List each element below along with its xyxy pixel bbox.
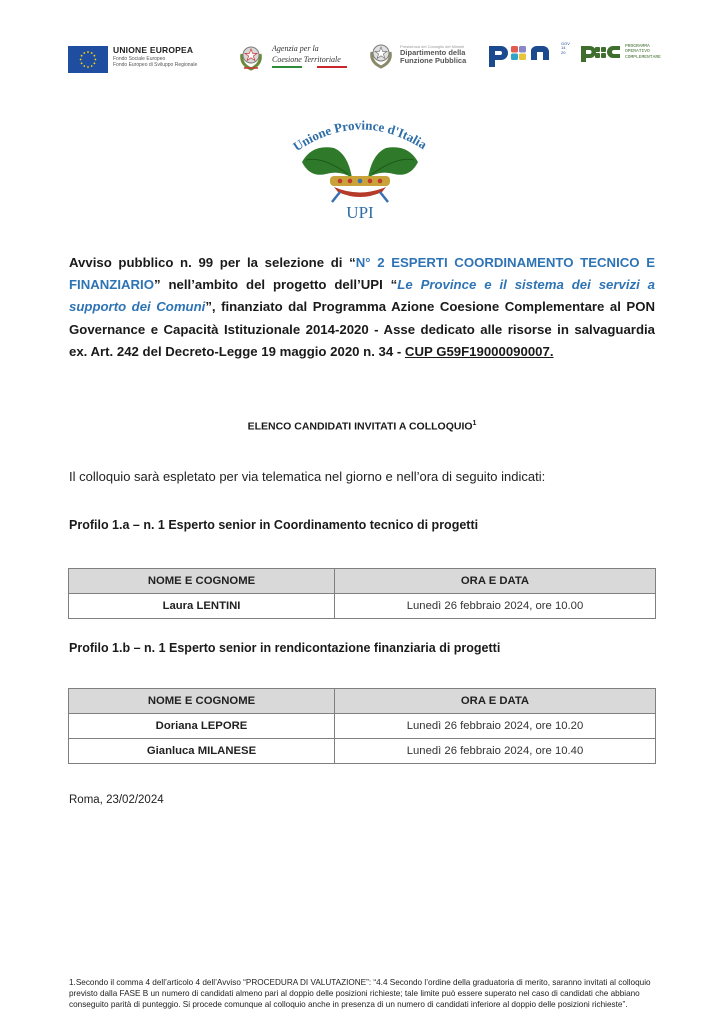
italian-republic-emblem-icon xyxy=(368,40,394,70)
dfp-line-2: Funzione Pubblica xyxy=(400,56,467,66)
position-title: N° 2 ESPERTI COORDINAMENTO TECNICO E FINANZIARIO xyxy=(69,255,655,293)
agency-line-2: Coesione Territoriale xyxy=(272,55,341,64)
column-header-datetime: ORA E DATA xyxy=(335,689,656,714)
interview-datetime: Lunedì 26 febbraio 2024, ore 10.40 xyxy=(335,739,656,764)
column-header-name: NOME E COGNOME xyxy=(69,569,335,594)
profile-1b-title: Profilo 1.b – n. 1 Esperto senior in rendicontazione finanziaria di progetti xyxy=(69,641,501,655)
profile-1b-table xyxy=(68,688,656,764)
footnote-reference[interactable]: 1 xyxy=(472,420,477,427)
interview-datetime: Lunedì 26 febbraio 2024, ore 10.20 xyxy=(335,714,656,739)
intro-text-1: Avviso pubblico n. 99 per la selezione di “ xyxy=(69,255,356,270)
candidate-name: Gianluca MILANESE xyxy=(69,739,335,764)
eu-title: UNIONE EUROPEA xyxy=(113,45,194,55)
table-row xyxy=(69,594,656,619)
profile-1a-title: Profilo 1.a – n. 1 Esperto senior in Coordinamento tecnico di progetti xyxy=(69,518,479,532)
italian-republic-emblem-icon xyxy=(238,42,264,72)
section-title xyxy=(0,420,724,433)
tricolor-bar xyxy=(272,66,347,68)
candidate-name: Laura LENTINI xyxy=(69,594,335,619)
agency-line-1: Agenzia per la xyxy=(272,44,319,53)
intro-text-2: ” nell’ambito del progetto dell’UPI “ xyxy=(153,277,398,293)
table-row xyxy=(69,739,656,764)
pon-logo xyxy=(487,42,557,68)
lead-text: Il colloquio sarà espletato per via telematica nel giorno e nell’ora di seguito indicati: xyxy=(69,469,546,484)
crown-icon xyxy=(330,176,390,202)
place-and-date: Roma, 23/02/2024 xyxy=(69,794,164,806)
table-header-row xyxy=(69,569,656,594)
candidate-name: Doriana LEPORE xyxy=(69,714,335,739)
section-title-text: ELENCO CANDIDATI INVITATI A COLLOQUIO xyxy=(247,420,473,433)
laurel-leaves-icon xyxy=(302,147,418,178)
project-title: Le Province e il sistema dei servizi a supporto dei Comuni xyxy=(69,277,656,315)
cup-code: CUP G59F19000090007. xyxy=(404,343,554,359)
interview-datetime: Lunedì 26 febbraio 2024, ore 10.00 xyxy=(335,594,656,619)
eu-flag-logo xyxy=(68,46,108,73)
poc-line-1: PROGRAMMA xyxy=(625,44,650,49)
dfp-small-text: Presidenza del Consiglio dei Ministri xyxy=(400,44,465,49)
poc-logo xyxy=(580,44,622,62)
upi-logo xyxy=(282,110,438,222)
upi-acronym: UPI xyxy=(346,203,374,222)
column-header-name: NOME E COGNOME xyxy=(69,689,335,714)
agenzia-coesione-logo xyxy=(272,44,347,68)
pon-side-text: GOV 14 20 xyxy=(561,41,570,55)
table-row xyxy=(69,714,656,739)
intro-text-3: ”, finanziato dal Programma Azione Coesione Complementare al PON Governance e Capacità Istituzionale 2014-2020 - Asse dedicato alle risorse in salvaguardia ex. Art. 242 del Decreto-Legge 19 maggio 2020 n. 34 - xyxy=(69,299,655,359)
dfp-line-1: Dipartimento della xyxy=(400,48,466,58)
column-header-datetime: ORA E DATA xyxy=(335,569,656,594)
intro-paragraph xyxy=(69,252,655,363)
poc-line-3: COMPLEMENTARE xyxy=(625,54,661,60)
table-header-row xyxy=(69,689,656,714)
upi-arc-text: Unione Province d'Italia xyxy=(290,117,430,155)
footnote: 1.Secondo il comma 4 dell’articolo 4 dell’Avviso “PROCEDURA DI VALUTAZIONE”: “4.4 Secondo l’ordine della graduatoria di merito, saranno invitati al colloquio previsto dalla FASE B un numero di candidati almeno pari al doppio delle posizioni richieste; tale limite può essere superato nel caso di candidati che abbiano conseguito parità di punteggio. Si procede comunque al colloquio anche in presenza di un numero di candidati inferiore al doppio delle posizioni richieste”. xyxy=(69,978,651,1009)
profile-1a-table xyxy=(68,568,656,619)
eu-subtitle-1: Fondo Sociale Europeo xyxy=(113,55,166,62)
eu-subtitle-2: Fondo Europeo di Sviluppo Regionale xyxy=(113,61,198,68)
eu-stars-icon xyxy=(68,46,108,73)
funzione-pubblica-logo xyxy=(400,45,466,65)
eu-logo-text xyxy=(113,46,197,68)
poc-text xyxy=(625,44,661,60)
poc-line-2: OPERATIVO xyxy=(625,49,650,55)
